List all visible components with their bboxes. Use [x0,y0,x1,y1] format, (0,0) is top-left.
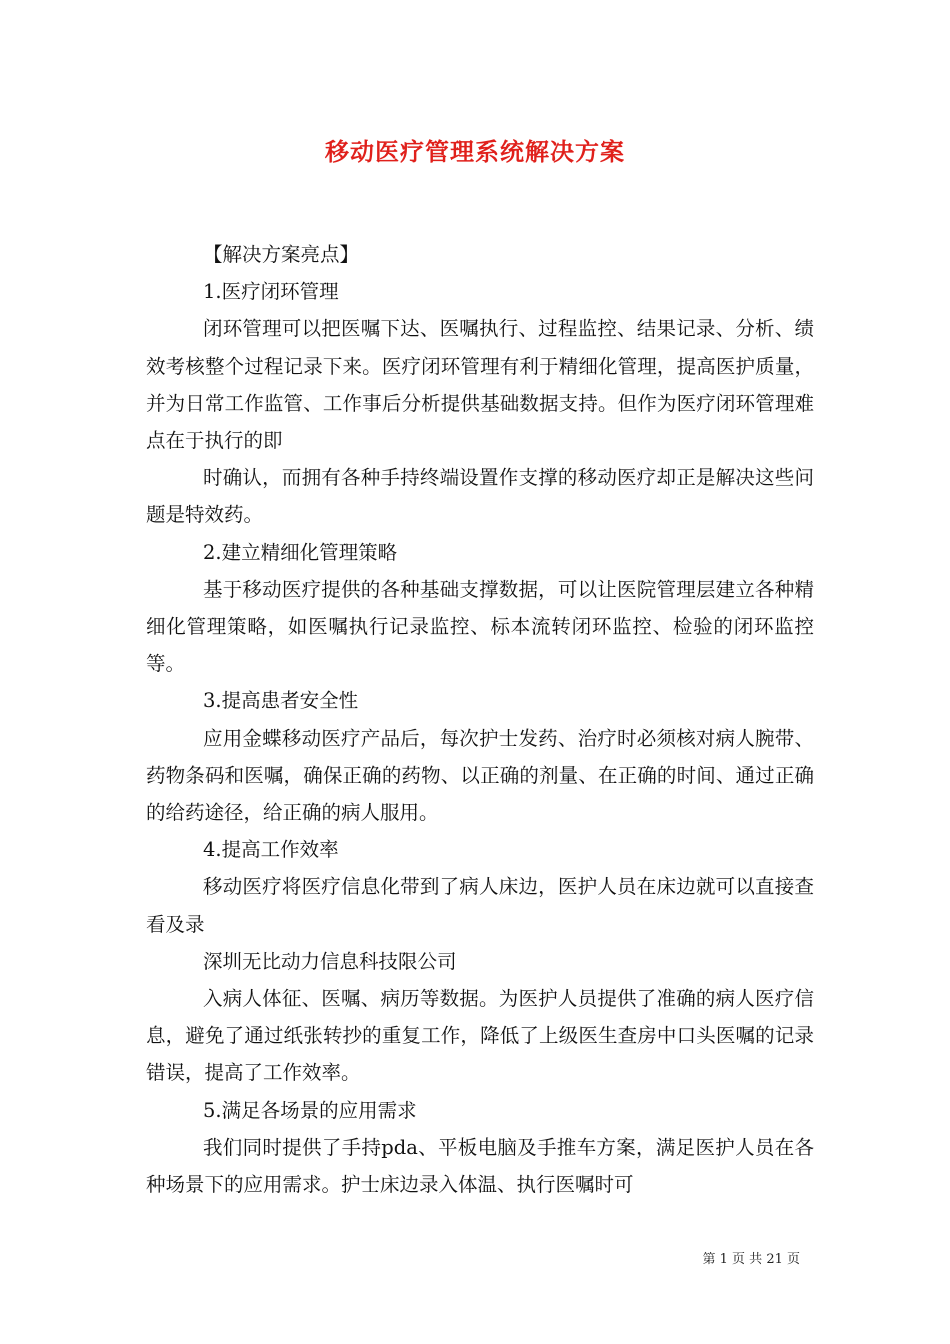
paragraph: 闭环管理可以把医嘱下达、医嘱执行、过程监控、结果记录、分析、绩效考核整个过程记录下来。医疗闭环管理有利于精细化管理，提高医护质量，并为日常工作监管、工作事后分析提供基础数据支持。但作为医疗闭环管理难点在于执行的即 [146,317,814,453]
item-heading-2: 2.建立精细化管理策略 [203,540,398,564]
paragraph: 基于移动医疗提供的各种基础支撑数据，可以让医院管理层建立各种精细化管理策略，如医嘱执行记录监控、标本流转闭环监控、检验的闭环监控等。 [146,577,814,676]
item-heading-1: 1.医疗闭环管理 [203,280,339,304]
item-heading-4: 4.提高工作效率 [203,838,339,862]
paragraph: 应用金蝶移动医疗产品后，每次护士发药、治疗时必须核对病人腕带、药物条码和医嘱，确保正确的药物、以正确的剂量、在正确的时间、通过正确的给药途径，给正确的病人服用。 [146,726,814,825]
paragraph: 入病人体征、医嘱、病历等数据。为医护人员提供了准确的病人医疗信息，避免了通过纸张转抄的重复工作，降低了上级医生查房中口头医嘱的记录错误，提高了工作效率。 [146,987,814,1085]
document-body [146,236,814,1203]
page-number-footer: 第 1 页 共 21 页 [702,1252,800,1267]
paragraph: 我们同时提供了手持pda、平板电脑及手推车方案，满足医护人员在各种场景下的应用需求。护士床边录入体温、执行医嘱时可 [146,1135,814,1197]
item-heading-3: 3.提高患者安全性 [203,689,359,713]
section-heading: 【解决方案亮点】 [203,243,360,266]
paragraph: 移动医疗将医疗信息化带到了病人床边，医护人员在床边就可以直接查看及录 [146,875,814,936]
paragraph: 时确认，而拥有各种手持终端设置作支撑的移动医疗却正是解决这些问题是特效药。 [146,466,814,527]
item-heading-5: 5.满足各场景的应用需求 [203,1098,417,1122]
document-title: 移动医疗管理系统解决方案 [325,137,625,166]
company-name: 深圳无比动力信息科技限公司 [203,949,457,973]
